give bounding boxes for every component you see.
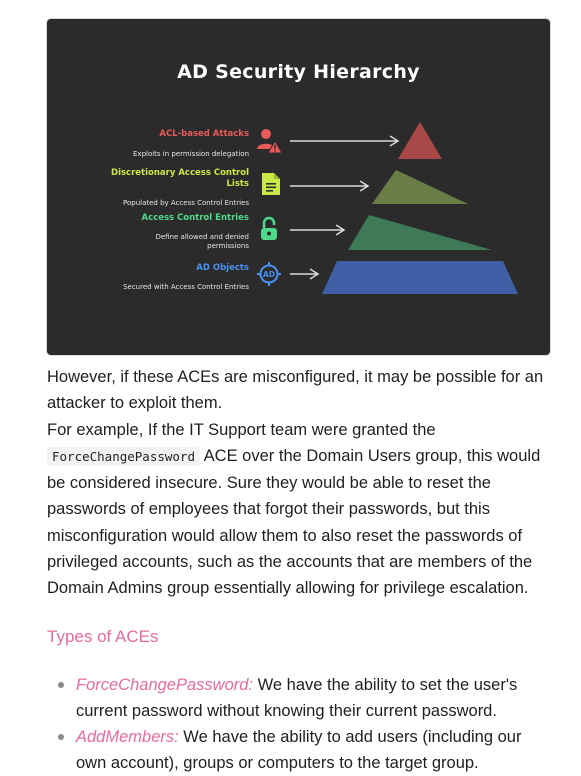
body-text bbox=[47, 364, 557, 602]
svg-text:AD: AD bbox=[262, 270, 276, 279]
ace-name: ForceChangePassword: bbox=[76, 676, 254, 694]
paragraph-misconfigured: However, if these ACEs are misconfigured, it may be possible for an attacker to exploit them. bbox=[47, 368, 544, 413]
level-title-dacl: Discretionary Access Control Lists bbox=[111, 168, 249, 189]
pyramid-tier-dacl bbox=[372, 170, 468, 204]
code-force-change-password: ForceChangePassword bbox=[47, 447, 200, 466]
level-desc-ace: Define allowed and denied permissions bbox=[155, 233, 249, 250]
level-desc-dacl: Populated by Access Control Entries bbox=[123, 199, 249, 207]
pyramid bbox=[47, 19, 550, 355]
level-desc-acl-attacks: Exploits in permission delegation bbox=[133, 150, 249, 158]
ace-description: We have the ability to set the user's current password without knowing their current password. bbox=[76, 676, 518, 720]
list-item bbox=[56, 672, 556, 724]
paragraph-example: For example, If the IT Support team were granted the ForceChangePassword ACE over the Domain Users group, this would be considered insecure. Sure they would be able to reset the passwords of employees that forgot their passwords, but this misconfiguration would allow them to also reset the passwords of privileged accounts, such as the accounts that are members of the Domain Admins group essentially allowing for privilege escalation. bbox=[47, 420, 541, 598]
level-title-acl-attacks: ACL-based Attacks bbox=[159, 129, 249, 139]
ace-name: AddMembers: bbox=[76, 728, 179, 746]
figure-title: AD Security Hierarchy bbox=[177, 61, 420, 83]
ace-list bbox=[56, 672, 556, 776]
bullet-icon bbox=[58, 682, 64, 688]
pyramid-tier-acl-attacks bbox=[398, 122, 442, 159]
bullet-icon bbox=[58, 734, 64, 740]
level-desc-ad-objects: Secured with Access Control Entries bbox=[123, 283, 249, 291]
pyramid-tier-ace bbox=[348, 215, 492, 250]
level-title-ace: Access Control Entries bbox=[141, 213, 249, 223]
ad-security-hierarchy-figure bbox=[47, 19, 550, 355]
level-title-ad-objects: AD Objects bbox=[196, 263, 249, 273]
pyramid-tier-ad-objects bbox=[322, 261, 518, 294]
list-item bbox=[56, 724, 556, 776]
ace-description: We have the ability to add users (including our own account), groups or computers to the target group. bbox=[76, 728, 522, 772]
section-title-types-of-aces: Types of ACEs bbox=[47, 627, 159, 646]
